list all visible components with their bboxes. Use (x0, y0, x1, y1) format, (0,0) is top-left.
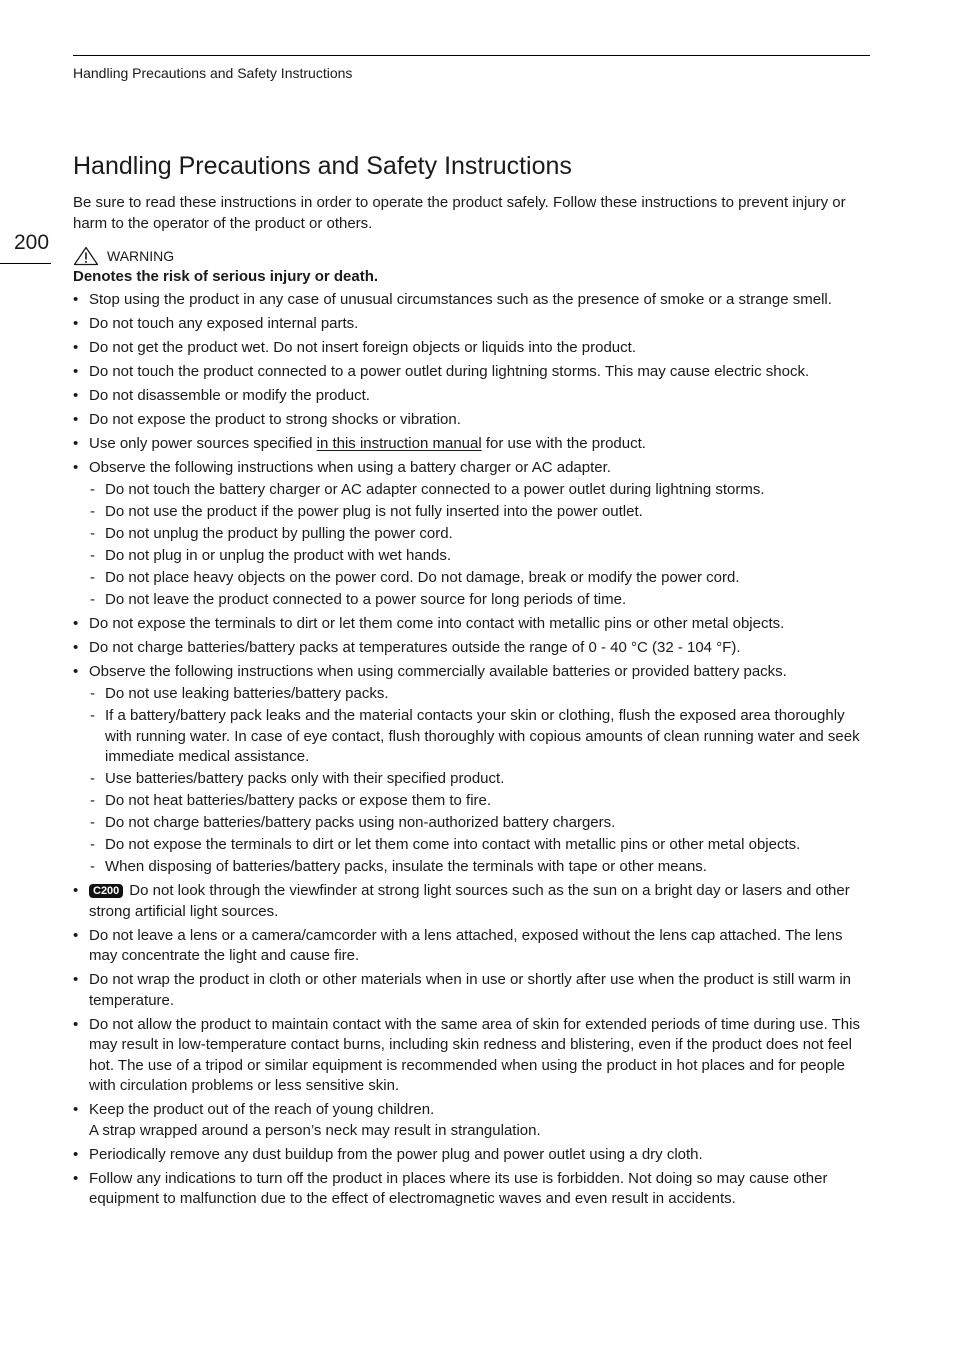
warning-list (73, 290, 873, 1210)
list-item: • Periodically remove any dust buildup from the power plug and power outlet using a dry cloth. (73, 1145, 873, 1166)
header-rule (73, 55, 870, 56)
list-item: • Do not charge batteries/battery packs at temperatures outside the range of 0 - 40 °C (32 - 104 °F). (73, 638, 873, 659)
list-item-text: • Keep the product out of the reach of young children. (89, 1101, 435, 1118)
sub-list-item: - When disposing of batteries/battery packs, insulate the terminals with tape or other means. (89, 857, 873, 878)
list-item: • Do not wrap the product in cloth or other materials when in use or shortly after use when the product is still warm in temperature. (73, 970, 873, 1011)
intro-paragraph: Be sure to read these instructions in order to operate the product safely. Follow these instructions to prevent injury or harm to the operator of the product or others. (73, 194, 846, 232)
sub-list-item: - Do not place heavy objects on the power cord. Do not damage, break or modify the power cord. (89, 568, 873, 589)
list-item: • Do not get the product wet. Do not insert foreign objects or liquids into the product. (73, 338, 873, 359)
sub-list-item: - Do not expose the terminals to dirt or let them come into contact with metallic pins or other metal objects. (89, 835, 873, 856)
sub-list-item: - Do not charge batteries/battery packs using non-authorized battery chargers. (89, 813, 873, 834)
list-item (73, 1100, 873, 1141)
sub-list-item: - Do not use leaking batteries/battery packs. (89, 684, 873, 705)
main-content (73, 151, 873, 1213)
list-item-text: Use only power sources specified (89, 435, 317, 452)
sub-list-item: - Use batteries/battery packs only with their specified product. (89, 769, 873, 790)
list-item: • Do not expose the terminals to dirt or let them come into contact with metallic pins or other metal objects. (73, 614, 873, 635)
list-item: • Do not touch the product connected to a power outlet during lightning storms. This may cause electric shock. (73, 362, 873, 383)
sub-list-item: - Do not unplug the product by pulling the power cord. (89, 524, 873, 545)
list-item (73, 662, 873, 878)
sub-list-item: - Do not touch the battery charger or AC adapter connected to a power outlet during lightning storms. (89, 480, 873, 501)
sub-list-item: - If a battery/battery pack leaks and the material contacts your skin or clothing, flush the exposed area thoroughly with running water. In case of eye contact, flush thoroughly with copious amounts of clean running water and seek immediate medical assistance. (89, 706, 873, 768)
instruction-manual-link[interactable]: in this instruction manual (316, 435, 482, 452)
page-number: 200 (14, 231, 50, 254)
list-item-text: for use with the product. (481, 435, 646, 452)
list-item: • Do not expose the product to strong shocks or vibration. (73, 410, 873, 431)
sub-list (89, 480, 873, 611)
list-item: • Do not leave a lens or a camera/camcorder with a lens attached, exposed without the lens cap attached. The lens may concentrate the light and cause fire. (73, 926, 873, 967)
page-number-rule (0, 263, 51, 264)
list-item: • Do not touch any exposed internal parts. (73, 314, 873, 335)
sub-list-item: - Do not leave the product connected to a power source for long periods of time. (89, 590, 873, 611)
warning-subhead: Denotes the risk of serious injury or death. (73, 268, 379, 285)
sub-list-item: - Do not use the product if the power plug is not fully inserted into the power outlet. (89, 502, 873, 523)
warning-heading (73, 246, 873, 266)
list-item: • Follow any indications to turn off the product in places where its use is forbidden. Not doing so may cause other equipment to malfunction due to the effect of electromagnetic waves and even result in accidents. (73, 1169, 873, 1210)
sub-list (89, 684, 873, 878)
list-item-text: Do not look through the viewfinder at strong light sources such as the sun on a bright day or lasers and other strong artificial light sources. (89, 882, 850, 920)
warning-triangle-icon (73, 246, 99, 266)
list-item-text: A strap wrapped around a person’s neck may result in strangulation. (89, 1121, 541, 1139)
list-item (73, 458, 873, 611)
list-item-text: Observe the following instructions when using commercially available batteries or provided battery packs. (89, 663, 787, 680)
warning-label: WARNING (107, 248, 175, 264)
model-badge: C200 (89, 884, 123, 898)
list-item: • Stop using the product in any case of unusual circumstances such as the presence of smoke or a strange smell. (73, 290, 873, 311)
sub-list-item: - Do not plug in or unplug the product with wet hands. (89, 546, 873, 567)
list-item: • Do not disassemble or modify the product. (73, 386, 873, 407)
list-item-text: Observe the following instructions when using a battery charger or AC adapter. (89, 459, 611, 476)
list-item (73, 881, 873, 922)
list-item: • Do not allow the product to maintain contact with the same area of skin for extended periods of time during use. This may result in low-temperature contact burns, including skin redness and blistering, even if the product does not feel hot. The use of a tripod or similar equipment is recommended when using the product in hot places and for people with circulation problems or less sensitive skin. (73, 1015, 873, 1097)
list-item (73, 434, 873, 455)
running-header: Handling Precautions and Safety Instructions (73, 65, 353, 81)
sub-list-item: - Do not heat batteries/battery packs or expose them to fire. (89, 791, 873, 812)
page-title: Handling Precautions and Safety Instructions (73, 152, 572, 180)
